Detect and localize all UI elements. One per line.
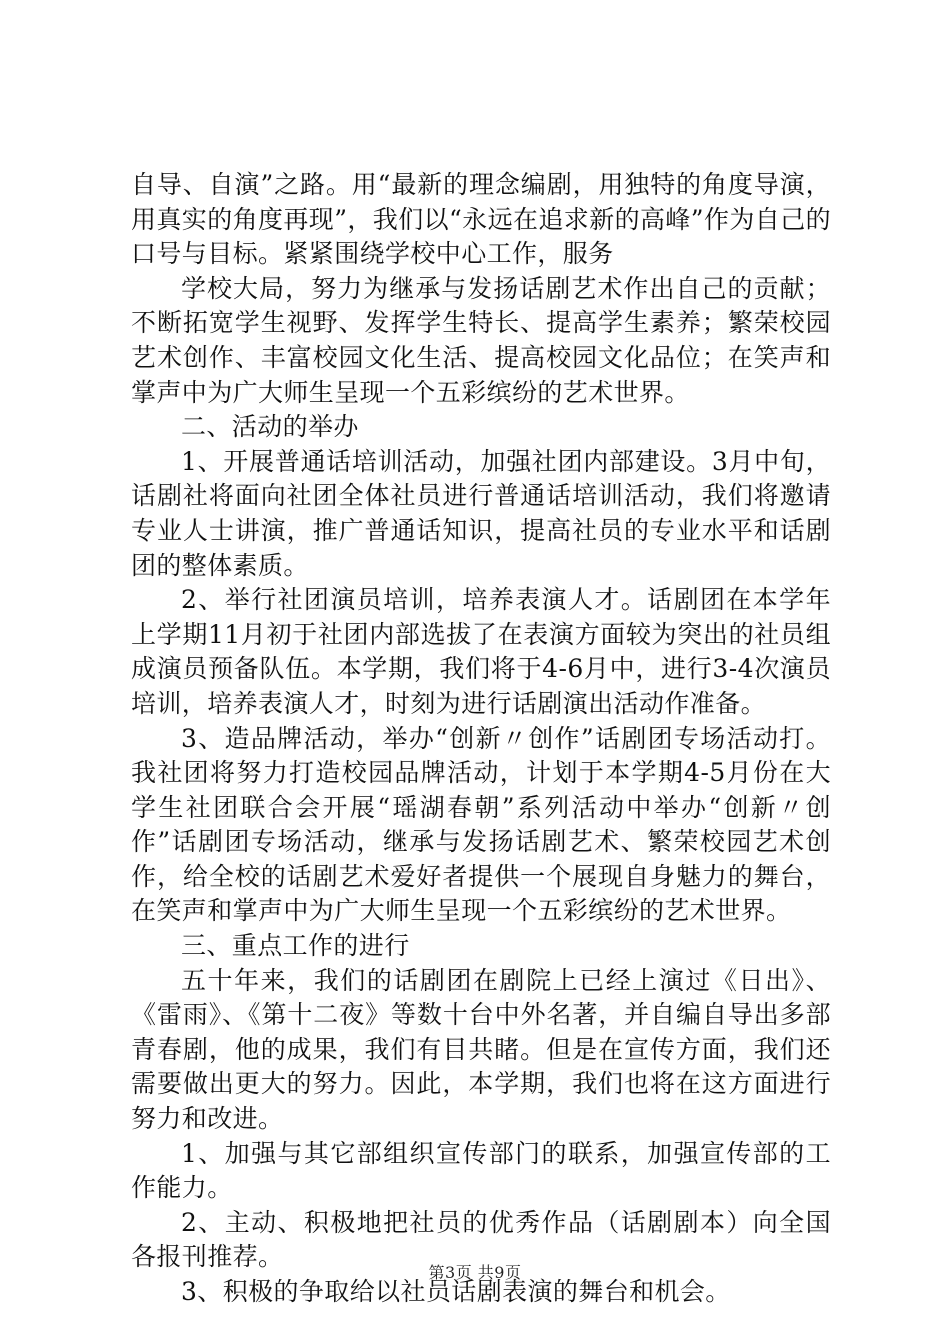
paragraph: 1、开展普通话培训活动，加强社团内部建设。3月中旬，话剧社将面向社团全体社员进行普通话培训活动，我们将邀请专业人士讲演，推广普通话知识，提高社员的专业水平和话剧团的整体素质。 bbox=[131, 446, 831, 580]
paragraph: 自导、自演”之路。用“最新的理念编剧，用独特的角度导演，用真实的角度再现”，我们以“永远在追求新的高峰”作为自己的口号与目标。紧紧围绕学校中心工作，服务 bbox=[131, 170, 831, 269]
paragraph: 3、积极的争取给以社员话剧表演的舞台和机会。 bbox=[181, 1277, 731, 1306]
section-heading: 二、活动的举办 bbox=[181, 412, 359, 442]
page-number-footer: 第3页 共9页 bbox=[428, 1263, 522, 1282]
paragraph: 2、主动、积极地把社员的优秀作品（话剧剧本）向全国各报刊推荐。 bbox=[131, 1207, 831, 1272]
section-heading: 三、重点工作的进行 bbox=[181, 931, 410, 961]
paragraph: 学校大局，努力为继承与发扬话剧艺术作出自己的贡献；不断拓宽学生视野、发挥学生特长、提高学生素养；繁荣校园艺术创作、丰富校园文化生活、提高校园文化品位；在笑声和掌声中为广大师生呈现一个五彩缤纷的艺术世界。 bbox=[131, 273, 831, 407]
paragraph: 2、举行社团演员培训，培养表演人才。话剧团在本学年上学期11月初于社团内部选拔了在表演方面较为突出的社员组成演员预备队伍。本学期，我们将于4-6月中，进行3-4次演员培训，培养表演人才，时刻为进行话剧演出活动作准备。 bbox=[131, 585, 831, 718]
paragraph: 3、造品牌活动，举办“创新〃创作”话剧团专场活动打。我社团将努力打造校园品牌活动，计划于本学期4-5月份在大学生社团联合会开展“瑶湖春朝”系列活动中举办“创新〃创作”话剧团专场活动，继承与发扬话剧艺术、繁荣校园艺术创作，给全校的话剧艺术爱好者提供一个展现自身魅力的舞台，在笑声和掌声中为广大师生呈现一个五彩缤纷的艺术世界。 bbox=[131, 723, 831, 926]
document-body bbox=[131, 168, 831, 1310]
paragraph: 五十年来，我们的话剧团在剧院上已经上演过《日出》、《雷雨》、《第十二夜》等数十台中外名著，并自编自导出多部青春剧，他的成果，我们有目共睹。但是在宣传方面，我们还需要做出更大的努力。因此，本学期，我们也将在这方面进行努力和改进。 bbox=[131, 965, 831, 1134]
paragraph: 1、加强与其它部组织宣传部门的联系，加强宣传部的工作能力。 bbox=[131, 1138, 831, 1203]
